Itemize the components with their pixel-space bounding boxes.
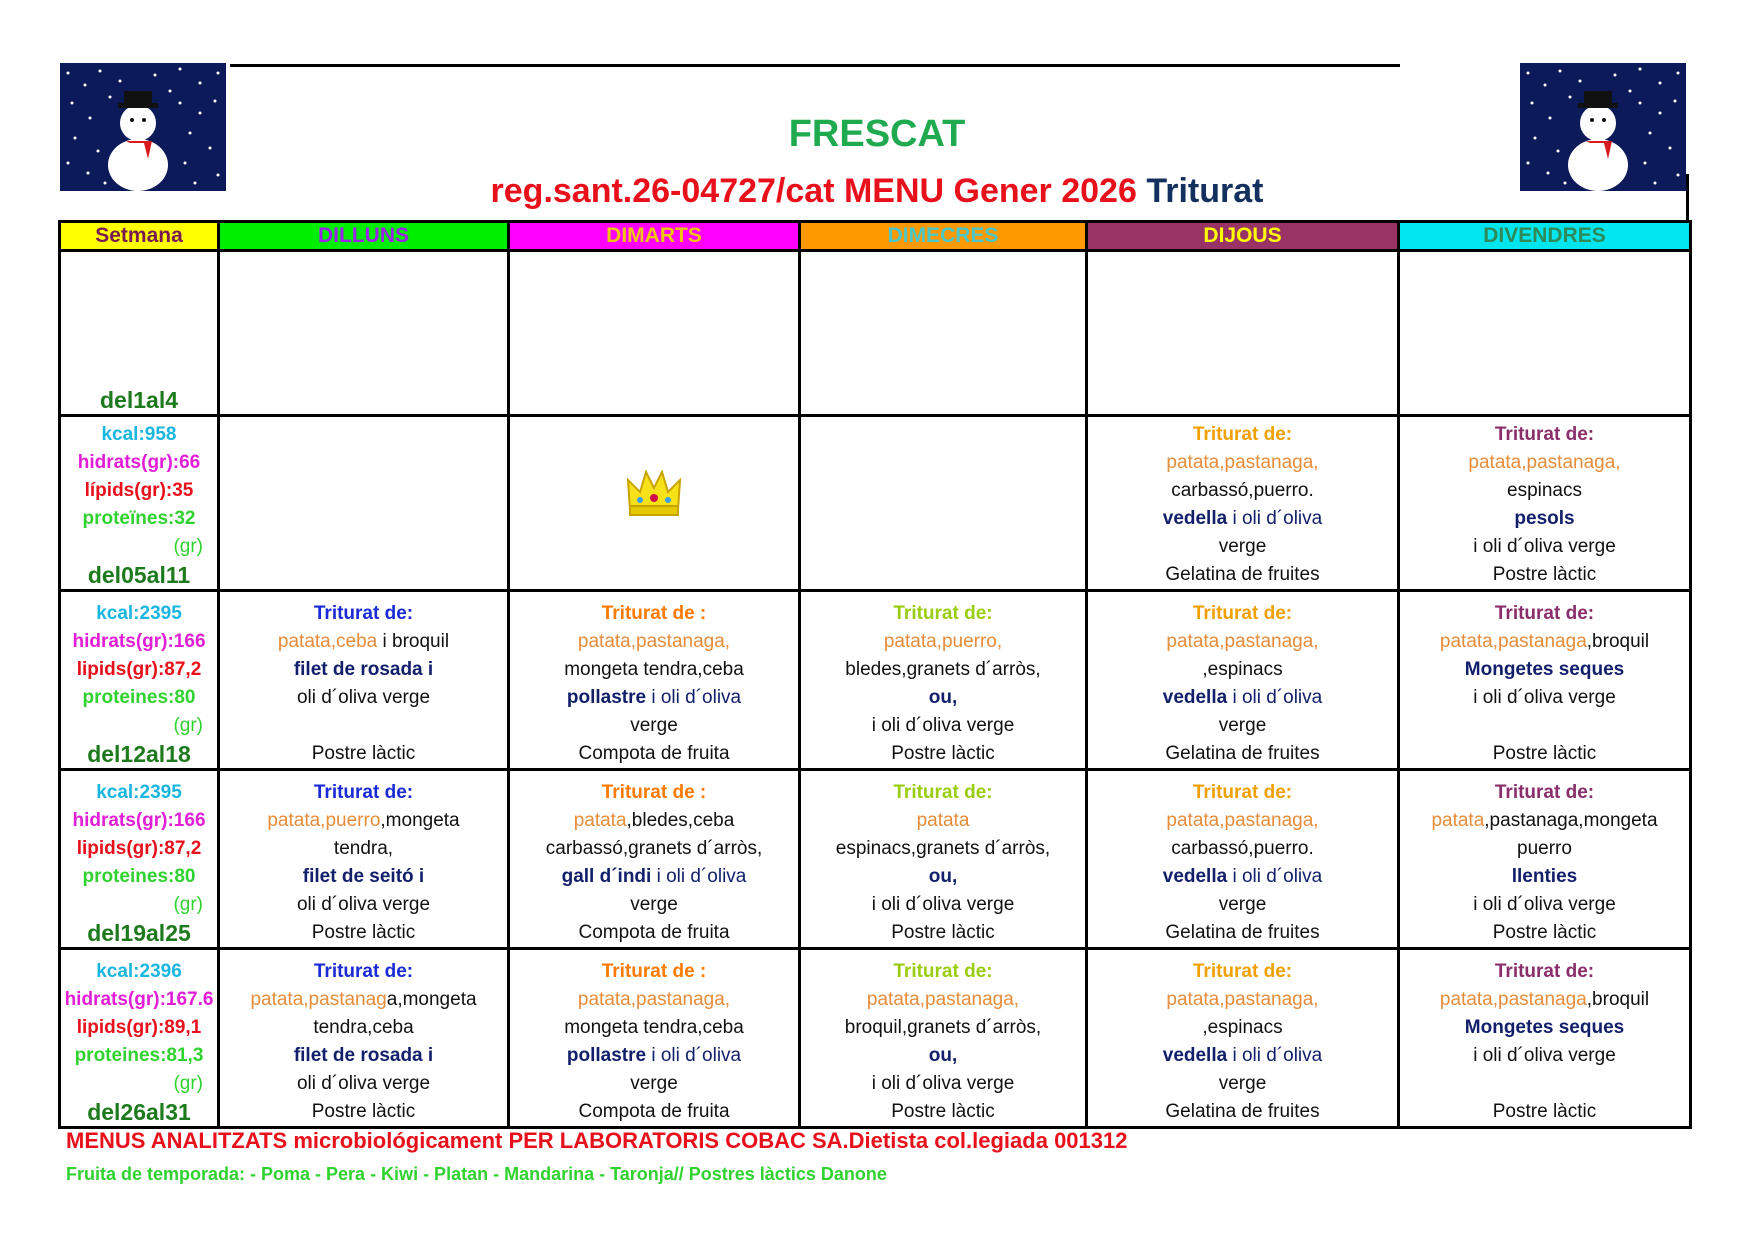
week-row: [60, 416, 1691, 591]
protein-ingredient: Mongetes seques: [1464, 1017, 1625, 1038]
dish-line-part: patata: [573, 810, 627, 831]
week-row: [60, 251, 1691, 416]
menu-cell: [800, 591, 1087, 770]
dish-line: patata,pastanaga,: [1468, 452, 1621, 473]
dish-line-part: ,broquil: [1586, 989, 1650, 1010]
menu-title-type: Triturat: [1146, 172, 1264, 210]
dessert: Gelatina de fruites: [1165, 743, 1320, 764]
dish-line: carbassó,puerro.: [1171, 480, 1314, 501]
dish-heading: Triturat de:: [313, 961, 414, 982]
dish-line: verge: [630, 894, 678, 915]
col-header-monday: DILLUNS: [219, 222, 509, 251]
fat-value: lípids(gr):35: [84, 480, 194, 501]
dish-line: carbassó,puerro.: [1171, 838, 1314, 859]
dish-heading: Triturat de :: [601, 603, 707, 624]
carbs-value: hidrats(gr):167.6: [64, 989, 214, 1010]
col-header-thursday: DIJOUS: [1087, 222, 1399, 251]
week-label: del26al31: [87, 1099, 191, 1125]
dish-heading: Triturat de:: [1494, 603, 1595, 624]
dish-line: i oli d´oliva verge: [1473, 687, 1616, 708]
week-cell: [60, 591, 219, 770]
menu-cell: [1087, 949, 1399, 1128]
dish-line: mongeta tendra,ceba: [564, 1017, 744, 1038]
protein-ingredient: filet de rosada i: [293, 659, 434, 680]
dish-line: patata,pastanaga,: [577, 989, 731, 1010]
dish-line: mongeta tendra,ceba: [564, 659, 744, 680]
dish-heading: Triturat de:: [1192, 603, 1293, 624]
protein-ingredient: Mongetes seques: [1464, 659, 1625, 680]
dish-line: [1088, 863, 1397, 891]
dish-line: verge: [1218, 1073, 1267, 1094]
menu-cell: [1087, 416, 1399, 591]
dish-line: [1088, 684, 1397, 712]
dish-line: carbassó,granets d´arròs,: [545, 838, 763, 859]
dish-line: [1400, 807, 1689, 835]
protein-unit: (gr): [173, 715, 203, 736]
dish-line: i oli d´oliva verge: [871, 894, 1015, 915]
menu-title-main: reg.sant.26-04727/cat MENU Gener 2026: [490, 172, 1137, 210]
menu-cell: [509, 416, 800, 591]
dish-line: ,espinacs: [1202, 659, 1283, 680]
dish-line: [1088, 505, 1397, 533]
dish-heading: Triturat de:: [1192, 424, 1293, 445]
dish-line: verge: [630, 715, 678, 736]
dish-heading: Triturat de:: [313, 782, 414, 803]
dish-line: oli d´oliva verge: [296, 894, 431, 915]
dish-line: patata,pastanaga,: [577, 631, 731, 652]
dish-line-part: i broquil: [377, 631, 450, 652]
dessert: Postre làctic: [311, 922, 416, 943]
kcal-value: kcal:958: [101, 424, 177, 445]
menu-cell: [509, 770, 800, 949]
dish-line: patata,pastanaga,: [1166, 810, 1319, 831]
protein-ingredient: vedella: [1162, 687, 1228, 708]
dish-line-part: i oli d´oliva: [646, 687, 742, 708]
dessert: Postre làctic: [311, 1101, 416, 1122]
protein-ingredient: vedella: [1162, 866, 1228, 887]
dish-line: verge: [630, 1073, 678, 1094]
week-cell: [60, 251, 219, 416]
fat-value: lipids(gr):89,1: [76, 1017, 202, 1038]
menu-cell: [219, 251, 509, 416]
brand-title: FRESCAT: [788, 113, 966, 155]
protein-value: proteïnes:32: [82, 508, 196, 529]
dish-line: oli d´oliva verge: [296, 687, 431, 708]
menu-cell: [509, 949, 800, 1128]
dish-line: oli d´oliva verge: [296, 1073, 431, 1094]
week-cell: [60, 416, 219, 591]
menu-cell: [1087, 591, 1399, 770]
menu-cell: [1399, 251, 1691, 416]
dish-line-part: i oli d´oliva: [1227, 687, 1323, 708]
protein-unit: (gr): [173, 536, 203, 557]
dish-heading: Triturat de:: [893, 782, 993, 803]
dish-line-empty: [220, 712, 507, 740]
protein-ingredient: filet de rosada i: [293, 1045, 434, 1066]
week-label: del1al4: [100, 387, 178, 413]
dessert: Postre làctic: [1492, 1101, 1597, 1122]
dish-line-empty: [1400, 1070, 1689, 1098]
dish-line: [1400, 986, 1689, 1014]
menu-cell: [1087, 770, 1399, 949]
dish-line: [220, 986, 507, 1014]
dish-heading: Triturat de:: [1494, 424, 1595, 445]
seasonal-fruit-note: Fruita de temporada: - Poma - Pera - Kiwi - Platan - Mandarina - Taronja// Postres làctics Danone: [66, 1164, 887, 1184]
dish-line: patata,pastanaga,: [1166, 989, 1319, 1010]
menu-cell: [1399, 416, 1691, 591]
carbs-value: hidrats(gr):166: [72, 810, 206, 831]
dish-line: verge: [1218, 536, 1267, 557]
dish-line: [510, 684, 798, 712]
dish-line: [1400, 628, 1689, 656]
week-row: [60, 770, 1691, 949]
dish-line-part: patata,pastanaga: [1439, 631, 1587, 652]
dish-line-empty: [1400, 712, 1689, 740]
dish-line: [510, 863, 798, 891]
fat-value: lipids(gr):87,2: [76, 838, 202, 859]
protein-ingredient: ou,: [928, 687, 958, 708]
protein-unit: (gr): [173, 894, 203, 915]
dessert: Compota de fruita: [578, 1101, 730, 1122]
dish-line: tendra,ceba: [313, 1017, 414, 1038]
dish-line-part: ,pastanaga,mongeta: [1484, 810, 1658, 831]
week-cell: [60, 949, 219, 1128]
crown-icon: [626, 466, 682, 527]
menu-table: [58, 220, 1692, 1129]
dish-heading: Triturat de:: [1192, 782, 1293, 803]
dish-line-part: i oli d´oliva: [1227, 508, 1323, 529]
dish-line: [1088, 1042, 1397, 1070]
header-rule: [230, 64, 1400, 67]
dish-line: bledes,granets d´arròs,: [845, 659, 1041, 680]
protein-ingredient: pollastre: [566, 1045, 647, 1066]
kcal-value: kcal:2395: [96, 782, 182, 803]
dish-line: patata: [916, 810, 970, 831]
protein-value: proteines:80: [82, 687, 196, 708]
protein-ingredient: ou,: [928, 866, 958, 887]
dessert: Postre làctic: [891, 1101, 995, 1122]
menu-cell: [219, 591, 509, 770]
dish-line: ,espinacs: [1202, 1017, 1283, 1038]
carbs-value: hidrats(gr):166: [72, 631, 206, 652]
protein-ingredient: pesols: [1514, 508, 1575, 529]
dish-line-part: patata,puerro: [267, 810, 381, 831]
dish-line: patata,pastanaga,: [1166, 452, 1319, 473]
dish-heading: Triturat de:: [313, 603, 414, 624]
dish-line-part: i oli d´oliva: [1227, 1045, 1323, 1066]
dish-line-part: i oli d´oliva: [646, 1045, 742, 1066]
dish-line: patata,puerro,: [883, 631, 1003, 652]
dessert: Postre làctic: [1492, 743, 1597, 764]
menu-cell: [800, 949, 1087, 1128]
dish-line: verge: [1218, 894, 1267, 915]
header-row: [60, 222, 1691, 251]
dish-line: tendra,: [333, 838, 394, 859]
menu-cell: [219, 949, 509, 1128]
dish-line-part: ,bledes,ceba: [626, 810, 735, 831]
dish-line: puerro: [1517, 838, 1572, 859]
menu-title: [0, 172, 1754, 211]
dish-line-part: patata: [1431, 810, 1485, 831]
dish-line: i oli d´oliva verge: [871, 715, 1015, 736]
dish-line-part: patata,pastanaga: [1439, 989, 1587, 1010]
dessert: Gelatina de fruites: [1165, 564, 1320, 585]
protein-value: proteines:80: [82, 866, 196, 887]
menu-cell: [800, 770, 1087, 949]
dish-line: [510, 1042, 798, 1070]
dish-line-part: patata,ceba: [277, 631, 378, 652]
kcal-value: kcal:2395: [96, 603, 182, 624]
dish-heading: Triturat de:: [1494, 961, 1595, 982]
dish-line: espinacs: [1507, 480, 1582, 501]
menu-cell: [1399, 949, 1691, 1128]
dish-line: i oli d´oliva verge: [1473, 1045, 1616, 1066]
kcal-value: kcal:2396: [96, 961, 182, 982]
week-label: del12al18: [87, 741, 191, 767]
dessert: Gelatina de fruites: [1165, 922, 1320, 943]
protein-ingredient: gall d´indi: [561, 866, 652, 887]
week-cell: [60, 770, 219, 949]
col-header-wednesday: DIMECRES: [800, 222, 1087, 251]
dish-line: patata,pastanaga,: [866, 989, 1020, 1010]
menu-cell: [509, 251, 800, 416]
week-row: [60, 949, 1691, 1128]
protein-ingredient: vedella: [1162, 1045, 1228, 1066]
dish-line-part: ,broquil: [1586, 631, 1650, 652]
dessert: Compota de fruita: [578, 743, 730, 764]
dish-line-part: patata,pastanag: [250, 989, 387, 1010]
menu-cell: [800, 251, 1087, 416]
dessert: Postre làctic: [891, 922, 995, 943]
dish-line: i oli d´oliva verge: [871, 1073, 1015, 1094]
menu-cell: [219, 770, 509, 949]
dessert: Postre làctic: [1492, 922, 1597, 943]
col-header-tuesday: DIMARTS: [509, 222, 800, 251]
protein-ingredient: filet de seitó i: [302, 866, 425, 887]
dish-heading: Triturat de:: [893, 603, 993, 624]
menu-cell: [800, 416, 1087, 591]
menu-cell: [1399, 770, 1691, 949]
dessert: Postre làctic: [891, 743, 995, 764]
menu-cell: [1087, 251, 1399, 416]
dish-line: [220, 807, 507, 835]
dish-line: espinacs,granets d´arròs,: [835, 838, 1051, 859]
dish-line: i oli d´oliva verge: [1473, 894, 1616, 915]
dessert: Compota de fruita: [578, 922, 730, 943]
col-header-friday: DIVENDRES: [1399, 222, 1691, 251]
dessert: Gelatina de fruites: [1165, 1101, 1320, 1122]
dish-heading: Triturat de :: [601, 782, 707, 803]
protein-ingredient: vedella: [1162, 508, 1228, 529]
dish-line: broquil,granets d´arròs,: [844, 1017, 1042, 1038]
dish-line: [220, 628, 507, 656]
dessert: Postre làctic: [311, 743, 416, 764]
dish-heading: Triturat de:: [893, 961, 993, 982]
dish-heading: Triturat de :: [601, 961, 707, 982]
menu-cell: [219, 416, 509, 591]
dish-line-part: i oli d´oliva: [651, 866, 747, 887]
dish-heading: Triturat de:: [1494, 782, 1595, 803]
protein-unit: (gr): [173, 1073, 203, 1094]
protein-ingredient: llenties: [1511, 866, 1578, 887]
dish-line: patata,pastanaga,: [1166, 631, 1319, 652]
dish-line: [510, 807, 798, 835]
menu-cell: [1399, 591, 1691, 770]
col-header-week: Setmana: [60, 222, 219, 251]
protein-value: proteines:81,3: [74, 1045, 204, 1066]
dish-line: verge: [1218, 715, 1267, 736]
dish-line: i oli d´oliva verge: [1473, 536, 1616, 557]
week-label: del19al25: [87, 920, 191, 946]
dish-line-part: ,mongeta: [380, 810, 460, 831]
dish-line-part: a,mongeta: [386, 989, 477, 1010]
protein-ingredient: ou,: [928, 1045, 958, 1066]
protein-ingredient: pollastre: [566, 687, 647, 708]
dessert: Postre làctic: [1492, 564, 1597, 585]
dish-heading: Triturat de:: [1192, 961, 1293, 982]
analysis-note: MENUS ANALITZATS microbiológicament PER LABORATORIS COBAC SA.Dietista col.legiada 001312: [66, 1128, 1128, 1153]
fat-value: lipids(gr):87,2: [76, 659, 202, 680]
week-row: [60, 591, 1691, 770]
carbs-value: hidrats(gr):66: [77, 452, 201, 473]
menu-cell: [509, 591, 800, 770]
dish-line-part: i oli d´oliva: [1227, 866, 1323, 887]
week-label: del05al11: [87, 562, 191, 588]
